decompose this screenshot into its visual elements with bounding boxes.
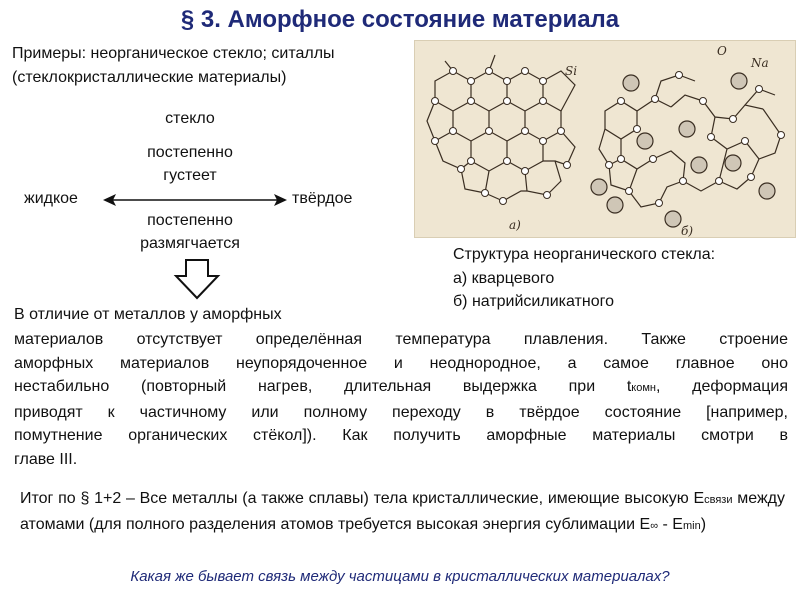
summary-text: между атомами (для полного разделения атомов требуется высокая энергия сублимации Е [20, 490, 786, 533]
paragraph-text: , деформация [656, 378, 789, 395]
thickens-label-2: густеет [163, 167, 217, 184]
structure-drawing [415, 41, 795, 237]
down-arrow-icon [172, 258, 222, 300]
na-label: Na [751, 56, 769, 70]
paragraph-line: материалов отсутствует определённая температура плавления. Также строение [14, 331, 788, 348]
subscript: связи [704, 494, 733, 506]
examples-line-2: (стеклокристаллические материалы) [12, 69, 287, 86]
summary-paragraph [20, 487, 785, 538]
figure-b-label: б) [681, 224, 694, 237]
softens-label-2: размягчается [140, 235, 240, 252]
summary-text: Итог по § 1+2 – Все металлы (а также сплавы) тела кристаллические, имеющие высокую Е [20, 490, 705, 507]
double-arrow-icon [100, 188, 290, 212]
solid-label: твёрдое [292, 190, 353, 207]
liquid-label: жидкое [24, 190, 78, 207]
softens-label-1: постепенно [147, 212, 233, 229]
main-paragraph [14, 328, 788, 471]
paragraph-line: приводят к частичному или полному переходу в твёрдое состояние [например, [14, 403, 788, 421]
glass-structure-figure [414, 40, 796, 238]
examples-line-1: Примеры: неорганическое стекло; ситаллы [12, 45, 335, 62]
slide-title: § 3. Аморфное состояние материала [180, 6, 620, 33]
paragraph-line [14, 375, 788, 401]
paragraph-first-line: В отличие от металлов у аморфных [14, 306, 282, 323]
summary-text: ) [700, 515, 707, 533]
closing-question: Какая же бывает связь между частицами в кристаллических материалах? [130, 568, 670, 585]
glass-label: стекло [165, 110, 215, 127]
summary-text: - Е [658, 515, 683, 533]
si-label: Si [565, 64, 578, 78]
o-label: O [717, 44, 727, 58]
paragraph-line: главе III. [14, 450, 78, 468]
figure-a-label: а) [509, 218, 521, 232]
caption-line-3: б) натрийсиликатного [453, 293, 614, 310]
subscript: комн [631, 382, 656, 394]
paragraph-line: помутнение органических стёкол]). Как получить аморфные материалы смотри в [14, 427, 788, 444]
caption-line-1: Структура неорганического стекла: [453, 246, 716, 263]
paragraph-line: аморфных материалов неупорядоченное и неоднородное, а самое главное оно [14, 354, 788, 372]
thickens-label-1: постепенно [147, 144, 233, 161]
caption-line-2: а) кварцевого [453, 270, 555, 287]
paragraph-text: нестабильно (повторный нагрев, длительная выдержка при t [14, 378, 632, 395]
subscript: ∞ [650, 519, 659, 532]
subscript: min [682, 519, 701, 532]
